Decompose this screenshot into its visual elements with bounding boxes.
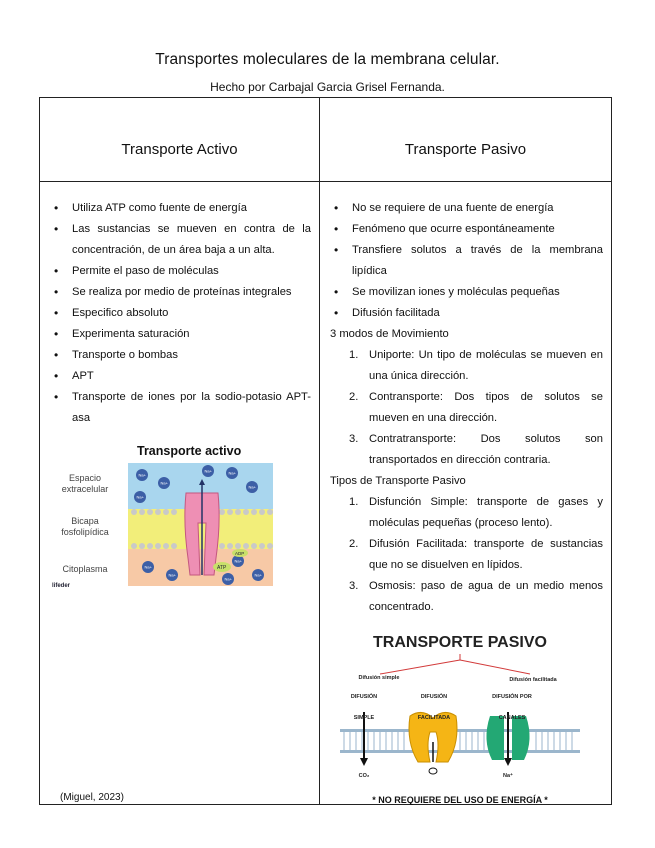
list-item: • Se movilizan iones y moléculas pequeñas (352, 282, 603, 303)
modes-heading: 3 modos de Movimiento (330, 328, 449, 340)
co2-label: CO₂ (358, 773, 370, 779)
list-item: • Utiliza ATP como fuente de energía (72, 198, 311, 219)
list-item: • Especifico absoluto (72, 303, 311, 324)
list-item: 1. Uniporte: Un tipo de moléculas se mueven en una única dirección. (349, 349, 603, 382)
figure-title: Transporte activo (137, 444, 242, 458)
label-espacio-extracelular: Espacio extracelular (61, 473, 109, 494)
types-heading: Tipos de Transporte Pasivo (330, 475, 466, 487)
ion-label: Na+ (136, 494, 144, 500)
pasivo-figure-footer: * NO REQUIERE DEL USO DE ENERGÍA * (372, 795, 548, 805)
pasivo-bullet-list (330, 198, 603, 324)
atp-label: ATP (217, 565, 227, 571)
ion-label: Na+ (138, 472, 146, 478)
list-item: • Transfiere solutos a través de la membrana lipídica (352, 240, 603, 282)
table-body-row (40, 182, 612, 805)
label-bicapa: Bicapa fosfolipídica (61, 516, 109, 537)
label-citoplasma: Citoplasma (62, 564, 108, 574)
list-item: • Se realiza por medio de proteínas integrales (72, 282, 311, 303)
ion-label: Na+ (254, 572, 262, 578)
list-item: 3. Contratransporte: Dos solutos son transportados en dirección contraria. (349, 433, 603, 466)
ion-label: Na+ (144, 564, 152, 570)
list-item: • Permite el paso de moléculas (72, 261, 311, 282)
list-item: • Las sustancias se mueven en contra de la concentración, de un área baja a un alta. (72, 219, 311, 261)
lifeder-logo: lifeder (52, 583, 71, 589)
list-item: • No se requiere de una fuente de energía (352, 198, 603, 219)
membrane-illustration (128, 463, 273, 586)
list-item: • Experimenta saturación (72, 324, 311, 345)
header-transporte-activo: Transporte Activo (40, 98, 320, 182)
ion-label: Na+ (168, 572, 176, 578)
ion-label: Na+ (228, 470, 236, 476)
list-item: • Transporte de iones por la sodio-potasio APT-asa (72, 387, 311, 429)
document-title: Transportes moleculares de la membrana celular. (155, 51, 500, 68)
col-difusion-facilitada: DIFUSIÓN FACILITADA (417, 694, 451, 721)
list-item: • APT (72, 366, 311, 387)
adp-label: ADP (235, 551, 245, 556)
activo-bullet-list (50, 198, 311, 429)
ion-label: Na+ (224, 576, 232, 582)
list-item: • Difusión facilitada (352, 303, 603, 324)
modes-list (330, 345, 603, 471)
pasivo-column (320, 182, 612, 805)
transporte-activo-figure (52, 443, 277, 595)
col-difusion-canales: DIFUSIÓN POR CANALES (492, 694, 532, 721)
header-transporte-pasivo: Transporte Pasivo (320, 98, 612, 182)
list-item: 2. Difusión Facilitada: transporte de sustancias que no se disuelven en lípidos. (349, 538, 603, 571)
ion-label: Na+ (234, 558, 242, 564)
list-item: • Fenómeno que ocurre espontáneamente (352, 219, 603, 240)
branch-right-label: Difusión facilitada (509, 677, 557, 683)
list-item: 3. Osmosis: paso de agua de un medio menos concentrado. (349, 580, 603, 613)
citation: (Miguel, 2023) (60, 792, 124, 803)
col-difusion-simple: DIFUSIÓN SIMPLE (350, 694, 378, 721)
comparison-table (39, 97, 612, 805)
ion-label: Na+ (248, 484, 256, 490)
branch-left-label: Difusión simple (358, 675, 400, 681)
list-item: 1. Disfunción Simple: transporte de gases y moléculas pequeñas (proceso lento). (349, 496, 603, 529)
author-line: Hecho por Carbajal Garcia Grisel Fernanda. (210, 80, 445, 94)
types-list (330, 492, 603, 618)
list-item: • Transporte o bombas (72, 345, 311, 366)
list-item: 2. Contransporte: Dos tipos de solutos se mueven en una dirección. (349, 391, 603, 424)
pasivo-figure-title: TRANSPORTE PASIVO (373, 634, 547, 651)
transporte-pasivo-figure (340, 632, 580, 804)
activo-column (40, 182, 320, 805)
table-header-row (40, 98, 612, 182)
ion-label: Na+ (204, 468, 212, 474)
ion-label: Na+ (160, 480, 168, 486)
na-label: Na⁺ (503, 773, 513, 779)
